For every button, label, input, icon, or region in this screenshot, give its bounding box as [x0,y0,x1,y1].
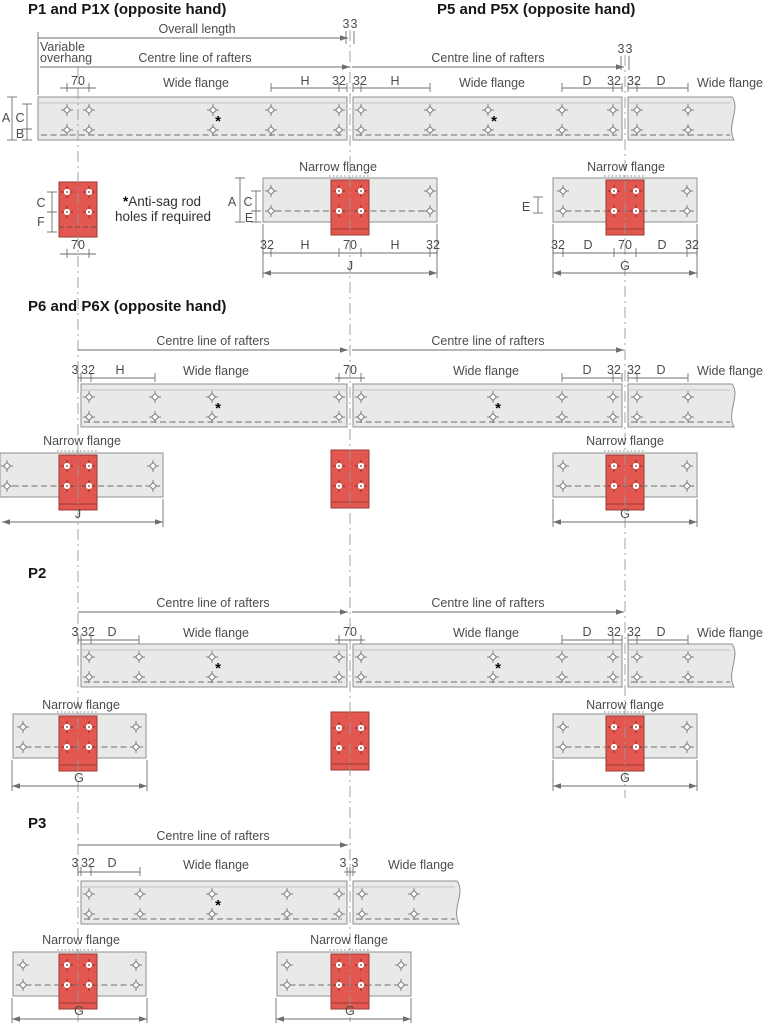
dim-arrow [616,609,624,615]
cleat-hole-center [66,964,68,966]
label-wide-flange: Wide flange [162,76,230,90]
note-asterisk: * [122,194,129,209]
label-narrow-flange: Narrow flange [43,434,121,448]
label-d: D [656,625,666,639]
label-n70: 70 [343,238,357,252]
label-centre-line-of-rafters: Centre line of rafters [156,596,270,610]
label-n32: 32 [332,74,346,88]
label-centre-line-of-rafters: Centre line of rafters [431,596,545,610]
cleat-hole-center [613,465,615,467]
cleat-hole-center [66,746,68,748]
cleat-hole-center [613,726,615,728]
cleat-hole-center [613,746,615,748]
label-asterisk: * [215,400,221,417]
label-n32: 32 [81,363,95,377]
cleat-hole-center [360,485,362,487]
cleat-hole-center [338,465,340,467]
cleat-hole-center [88,964,90,966]
label-n3: 3 [342,17,350,31]
cleat-hole-center [88,984,90,986]
cleat-hole-center [338,727,340,729]
label-c: C [243,195,253,209]
label-narrow-flange: Narrow flange [586,434,664,448]
label-c: C [36,196,46,210]
label-narrow-flange: Narrow flange [587,160,665,174]
label-h: H [300,74,310,88]
label-centre-line-of-rafters: Centre line of rafters [431,51,545,65]
dim-arrow [616,64,624,70]
cleat-hole-center [66,726,68,728]
cleat-hole-center [338,747,340,749]
cleat-hole-center [338,485,340,487]
label-h: H [115,363,125,377]
cleat-hole-center [360,210,362,212]
label-asterisk: * [495,400,501,417]
label-wide-flange: Wide flange [387,858,455,872]
label-n32: 32 [81,625,95,639]
label-p3: P3 [28,815,47,832]
dim-arrow [553,270,561,276]
dim-arrow [403,1016,411,1022]
label-note-line2: holes if required [114,209,212,224]
dim-arrow [429,270,437,276]
dim-arrow [340,842,348,848]
label-d: D [107,856,117,870]
label-h: H [390,238,400,252]
label-narrow-flange: Narrow flange [42,698,120,712]
cleat-hole-center [360,465,362,467]
label-e: E [244,211,254,225]
label-n3: 3 [351,856,359,870]
cleat-hole-center [88,211,90,213]
cleat-hole-center [360,964,362,966]
cleat-hole-center [613,210,615,212]
cleat-hole-center [66,485,68,487]
label-narrow-flange: Narrow flange [299,160,377,174]
label-n32: 32 [607,363,621,377]
label-g: G [345,1004,355,1018]
label-n70: 70 [618,238,632,252]
label-wide-flange: Wide flange [182,626,250,640]
anti-sag-note-line1 [123,194,201,209]
cleat-hole-center [88,726,90,728]
dim-arrow [12,1016,20,1022]
dim-arrow [263,270,271,276]
cleat-hole-center [635,746,637,748]
cleat-hole-center [360,747,362,749]
label-c: C [15,111,25,125]
cleat-hole-center [635,210,637,212]
label-n32: 32 [627,363,641,377]
label-p1: P1 and P1X (opposite hand) [28,1,227,18]
label-overall-length: Overall length [158,22,236,36]
cleat-hole-center [613,190,615,192]
label-n3: 3 [339,856,347,870]
dim-arrow [342,64,350,70]
label-d: D [583,238,593,252]
label-d: D [107,625,117,639]
label-n3: 3 [71,363,79,377]
dim-arrow [2,519,10,525]
label-narrow-flange: Narrow flange [42,933,120,947]
cleat-hole-center [88,191,90,193]
label-g: G [620,259,630,273]
dim-arrow [340,609,348,615]
dim-arrow [276,1016,284,1022]
label-n3: 3 [350,17,358,31]
label-narrow-flange: Narrow flange [310,933,388,947]
label-e: E [521,200,531,214]
label-wide-flange: Wide flange [696,76,764,90]
cleat-hole-center [66,465,68,467]
label-n70: 70 [71,74,85,88]
cleat-hole-center [66,211,68,213]
cleat-hole-center [360,727,362,729]
cleat-hole-center [613,485,615,487]
dim-arrow [689,270,697,276]
label-n3: 3 [71,625,79,639]
label-j: J [346,259,354,273]
label-j: J [74,507,82,521]
cleat-hole-center [635,726,637,728]
label-g: G [620,771,630,785]
label-n32: 32 [426,238,440,252]
label-n32: 32 [260,238,274,252]
label-n32: 32 [607,625,621,639]
label-p6: P6 and P6X (opposite hand) [28,298,227,315]
dim-arrow [689,783,697,789]
label-n3: 3 [71,856,79,870]
cleat-hole-center [360,190,362,192]
cleat-plate [331,712,369,770]
dim-arrow [139,783,147,789]
label-d: D [657,238,667,252]
dim-arrow [139,1016,147,1022]
dim-arrow [12,783,20,789]
label-g: G [74,1004,84,1018]
label-d: D [582,74,592,88]
label-d: D [582,625,592,639]
label-asterisk: * [215,113,221,130]
label-h: H [300,238,310,252]
label-n70: 70 [343,363,357,377]
note-text: Anti-sag rod [128,194,202,209]
label-n32: 32 [353,74,367,88]
label-centre-line-of-rafters: Centre line of rafters [138,51,252,65]
label-d: D [582,363,592,377]
cleat-hole-center [635,485,637,487]
label-d: D [656,74,666,88]
label-p2: P2 [28,565,47,582]
label-centre-line-of-rafters: Centre line of rafters [156,334,270,348]
label-n3: 3 [625,42,633,56]
dim-arrow [553,783,561,789]
label-h: H [390,74,400,88]
cleat-hole-center [338,210,340,212]
dim-arrow [616,347,624,353]
label-a: A [1,111,11,125]
label-centre-line-of-rafters: Centre line of rafters [156,829,270,843]
label-wide-flange: Wide flange [458,76,526,90]
cleat-hole-center [338,964,340,966]
label-asterisk: * [215,897,221,914]
dim-arrow [340,35,348,41]
cleat-hole-center [88,746,90,748]
dim-arrow [340,347,348,353]
label-wide-flange: Wide flange [452,626,520,640]
label-asterisk: * [491,113,497,130]
label-g: G [620,507,630,521]
label-p5: P5 and P5X (opposite hand) [437,1,636,18]
label-narrow-flange: Narrow flange [586,698,664,712]
cleat-hole-center [338,984,340,986]
label-a: A [227,195,237,209]
label-n3: 3 [617,42,625,56]
label-f: F [37,215,45,229]
label-asterisk: * [495,660,501,677]
label-variable-overhang-line2: overhang [40,51,93,65]
label-d: D [656,363,666,377]
cleat-hole-center [338,190,340,192]
cleat-hole-center [360,984,362,986]
label-wide-flange: Wide flange [696,364,764,378]
cleat-hole-center [635,190,637,192]
label-wide-flange: Wide flange [452,364,520,378]
label-variable-overhang-line1: Variable [40,40,85,54]
label-n70: 70 [71,238,85,252]
dim-arrow [553,519,561,525]
label-g: G [74,771,84,785]
label-b: B [15,127,25,141]
label-n32: 32 [627,74,641,88]
cleat-hole-center [88,485,90,487]
label-asterisk: * [215,660,221,677]
label-n32: 32 [607,74,621,88]
label-wide-flange: Wide flange [182,858,250,872]
label-wide-flange: Wide flange [182,364,250,378]
label-n32: 32 [81,856,95,870]
label-centre-line-of-rafters: Centre line of rafters [431,334,545,348]
label-wide-flange: Wide flange [696,626,764,640]
dim-arrow [689,519,697,525]
label-n70: 70 [343,625,357,639]
cleat-hole-center [66,191,68,193]
cleat-hole-center [635,465,637,467]
label-n32: 32 [685,238,699,252]
cleat-hole-center [88,465,90,467]
cleat-hole-center [66,984,68,986]
dim-arrow [155,519,163,525]
label-n32: 32 [551,238,565,252]
label-n32: 32 [627,625,641,639]
